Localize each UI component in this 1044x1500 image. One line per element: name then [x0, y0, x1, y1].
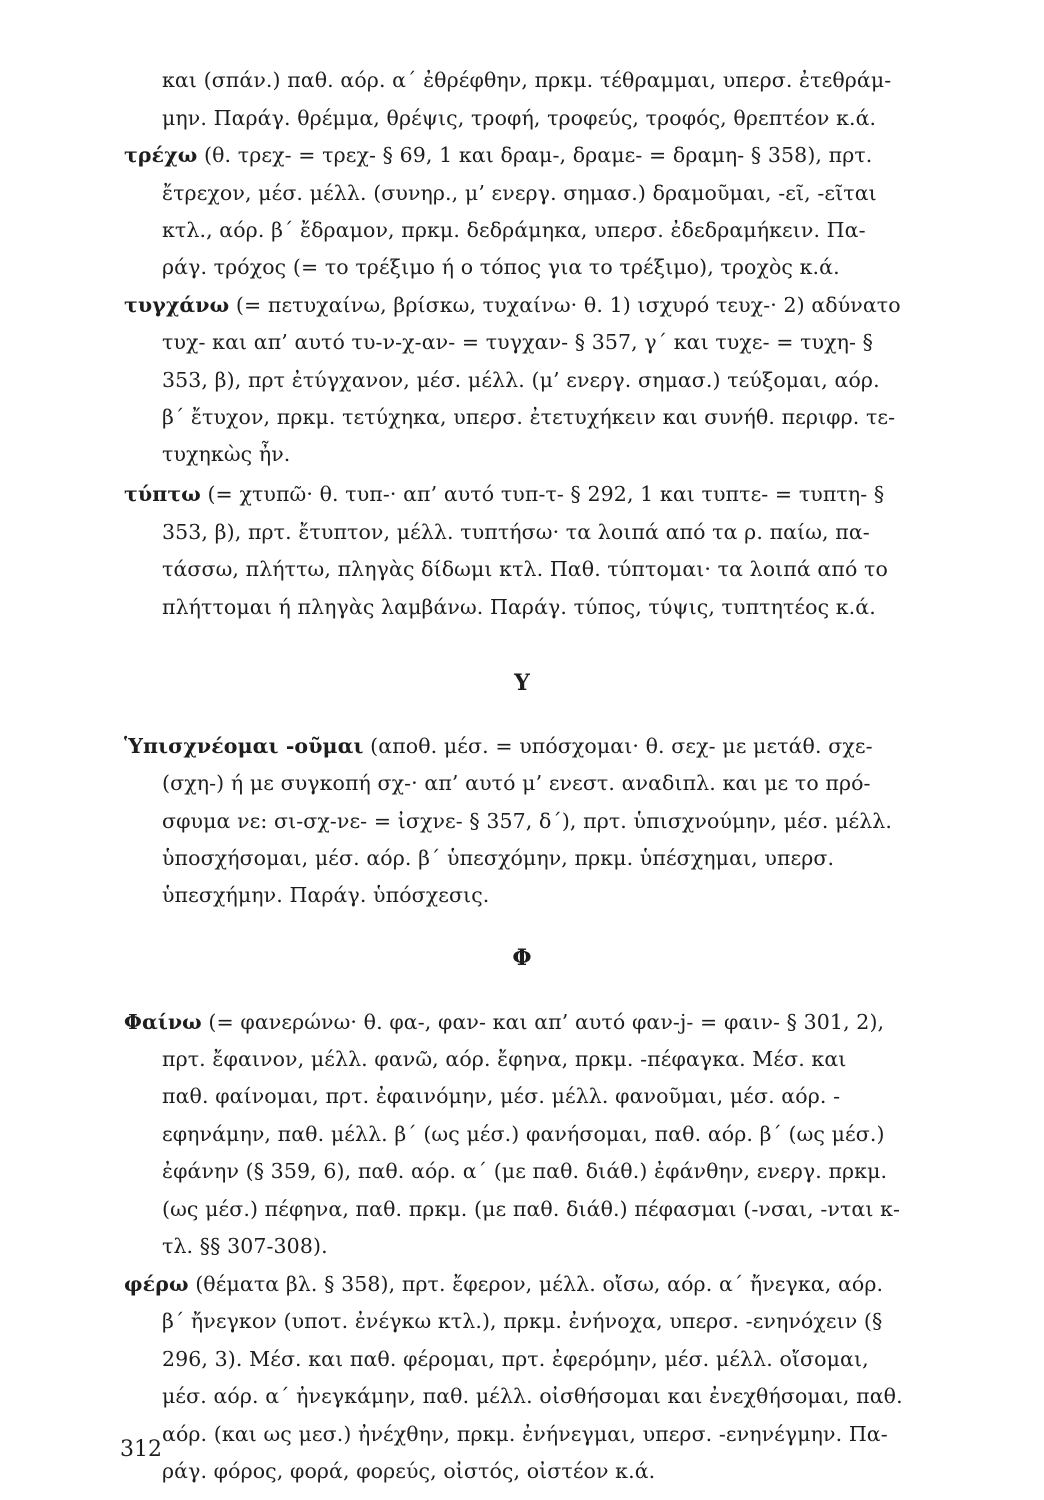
headword: τρέχω [124, 143, 198, 167]
entry-line: ὑποσχήσομαι, μέσ. αόρ. β΄ ὑπεσχόμην, πρκμ. ὑπέσχημαι, υπερσ. [162, 846, 835, 870]
section-letter: Φ [512, 945, 532, 971]
entry-first-line [124, 480, 884, 508]
entry-first-line [124, 1270, 883, 1298]
entry-line: πλήττομαι ή πληγὰς λαμβάνω. Παράγ. τύπος, τύψις, τυπτητέος κ.ά. [162, 595, 876, 619]
entry-line: τυχηκὼς ἦν. [162, 442, 291, 466]
entry-line: 296, 3). Μέσ. και παθ. φέρομαι, πρτ. ἐφερόμην, μέσ. μέλλ. οἴσομαι, [162, 1347, 869, 1371]
headword: τυγχάνω [124, 293, 230, 317]
entry-line: αόρ. (και ως μεσ.) ἠνέχθην, πρκμ. ἐνήνεγμαι, υπερσ. -ενηνέγμην. Πα- [162, 1422, 888, 1446]
entry-line: ράγ. φόρος, φορά, φορεύς, οἰστός, οἰστέον κ.ά. [162, 1459, 656, 1483]
headword: φέρω [124, 1272, 189, 1296]
entry-first-line [124, 1008, 884, 1036]
entry-text: (= φανερώνω· θ. φα-, φαν- και απ’ αυτό φαν-j- = φαιν- § 301, 2), [201, 1010, 885, 1034]
headword: Φαίνω [124, 1010, 202, 1034]
entry-first-line [124, 141, 872, 169]
entry-first-line [124, 732, 873, 760]
entry-line: β΄ ἔτυχον, πρκμ. τετύχηκα, υπερσ. ἐτετυχήκειν και συνήθ. περιφρ. τε- [162, 405, 896, 429]
entry-line: ὑπεσχήμην. Παράγ. ὑπόσχεσις. [162, 883, 490, 907]
entry-line: ράγ. τρόχος (= το τρέξιμο ή ο τόπος για το τρέξιμο), τροχὸς κ.ά. [162, 255, 840, 279]
page-number: 312 [120, 1437, 162, 1462]
entry-line: 353, β), πρτ. ἔτυπτον, μέλλ. τυπτήσω· τα λοιπά από τα ρ. παίω, πα- [162, 520, 870, 544]
entry-line: πρτ. ἔφαινον, μέλλ. φανῶ, αόρ. ἔφηνα, πρκμ. -πέφαγκα. Μέσ. και [162, 1047, 847, 1071]
entry-text: (= χτυπῶ· θ. τυπ-· απ’ αυτό τυπ-τ- § 292, 1 και τυπτε- = τυπτη- § [200, 482, 885, 506]
entry-text: (θ. τρεχ- = τρεχ- § 69, 1 και δραμ-, δραμε- = δραμη- § 358), πρτ. [197, 143, 873, 167]
entry-first-line [124, 291, 901, 319]
entry-line: 353, β), πρτ ἐτύγχανον, μέσ. μέλλ. (μ’ ενεργ. σημασ.) τεύξομαι, αόρ. [162, 368, 880, 392]
entry-line: (σχη-) ή με συγκοπή σχ-· απ’ αυτό μ’ ενεστ. αναδιπλ. και με το πρό- [162, 771, 871, 795]
entry-line: μην. Παράγ. θρέμμα, θρέψις, τροφή, τροφεύς, τροφός, θρεπτέον κ.ά. [162, 106, 877, 130]
entry-line: τυχ- και απ’ αυτό τυ-ν-χ-αν- = τυγχαν- § 357, γ΄ και τυχε- = τυχη- § [162, 330, 874, 354]
entry-line: ἐφάνην (§ 359, 6), παθ. αόρ. α΄ (με παθ. διάθ.) ἐφάνθην, ενεργ. πρκμ. [162, 1159, 888, 1183]
entry-line: μέσ. αόρ. α΄ ἠνεγκάμην, παθ. μέλλ. οἰσθήσομαι και ἐνεχθήσομαι, παθ. [162, 1384, 903, 1408]
entry-line: σφυμα νε: σι-σχ-νε- = ἰσχνε- § 357, δ΄), πρτ. ὑπισχνούμην, μέσ. μέλλ. [162, 809, 893, 833]
entry-line: εφηνάμην, παθ. μέλλ. β΄ (ως μέσ.) φανήσομαι, παθ. αόρ. β΄ (ως μέσ.) [162, 1122, 885, 1146]
entry-text: (αποθ. μέσ. = υπόσχομαι· θ. σεχ- με μετάθ. σχε- [363, 734, 873, 758]
headword: τύπτω [124, 482, 201, 506]
headword: Ὑπισχνέομαι -οῦμαι [124, 734, 364, 758]
entry-line: τλ. §§ 307-308). [162, 1234, 328, 1258]
entry-line: (ως μέσ.) πέφηνα, παθ. πρκμ. (με παθ. διάθ.) πέφασμαι (-νσαι, -νται κ- [162, 1197, 901, 1221]
entry-line: παθ. φαίνομαι, πρτ. ἐφαινόμην, μέσ. μέλλ. φανοῦμαι, μέσ. αόρ. - [162, 1084, 841, 1108]
entry-line: ἔτρεχον, μέσ. μέλλ. (συνηρ., μ’ ενεργ. σημασ.) δραμοῦμαι, -εῖ, -εῖται [162, 181, 877, 205]
entry-line: κτλ., αόρ. β΄ ἔδραμον, πρκμ. δεδράμηκα, υπερσ. ἐδεδραμήκειν. Πα- [162, 218, 866, 242]
section-letter: Υ [514, 670, 530, 696]
entry-line: και (σπάν.) παθ. αόρ. α΄ ἐθρέφθην, πρκμ. τέθραμμαι, υπερσ. ἐτεθράμ- [162, 68, 892, 92]
entry-line: τάσσω, πλήττω, πληγὰς δίδωμι κτλ. Παθ. τύπτομαι· τα λοιπά από το [162, 557, 888, 581]
entry-text: (= πετυχαίνω, βρίσκω, τυχαίνω· θ. 1) ισχυρό τευχ-· 2) αδύνατο [229, 293, 901, 317]
entry-line: β΄ ἤνεγκον (υποτ. ἐνέγκω κτλ.), πρκμ. ἐνήνοχα, υπερσ. -ενηνόχειν (§ [162, 1309, 883, 1333]
entry-text: (θέματα βλ. § 358), πρτ. ἔφερον, μέλλ. οἴσω, αόρ. α΄ ἤνεγκα, αόρ. [188, 1272, 884, 1296]
